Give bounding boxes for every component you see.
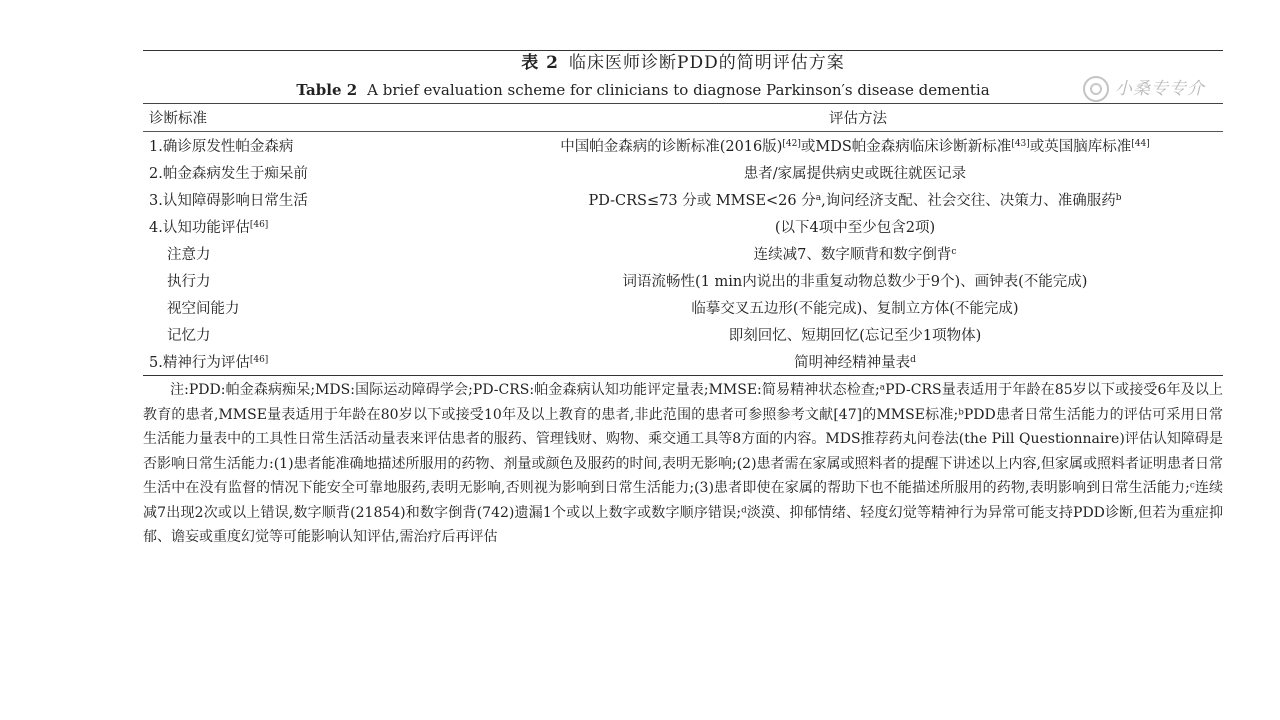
criteria-cell xyxy=(143,267,487,294)
chinese-caption-number: 表 2 xyxy=(521,53,560,73)
method-cell xyxy=(487,348,1223,375)
footnote-mark: b xyxy=(1115,193,1122,203)
method-cell xyxy=(487,159,1223,186)
criteria-cell xyxy=(143,213,487,240)
chinese-caption-text: 临床医师诊断PDD的简明评估方案 xyxy=(569,53,845,73)
criteria-cell xyxy=(143,294,487,321)
method-cell xyxy=(487,132,1223,160)
method-text: 词语流畅性(1 min内说出的非重复动物总数少于9个)、画钟表(不能完成) xyxy=(622,274,1088,290)
footnote-mark: c xyxy=(951,247,957,257)
criteria-text: 4.认知功能评估 xyxy=(149,220,250,236)
criteria-text: 视空间能力 xyxy=(167,301,240,317)
english-caption xyxy=(143,79,1223,101)
method-cell xyxy=(487,294,1223,321)
method-text: 或英国脑库标准 xyxy=(1029,139,1132,155)
table-row xyxy=(143,132,1223,160)
table-row xyxy=(143,321,1223,348)
method-text: 简明神经精神量表 xyxy=(794,355,911,371)
method-cell xyxy=(487,267,1223,294)
method-text: PD-CRS≤73 分或 MMSE<26 分 xyxy=(588,193,816,209)
english-caption-text: A brief evaluation scheme for clinicians to diagnose Parkinson′s disease dementia xyxy=(367,81,990,99)
header-criteria: 诊断标准 xyxy=(143,104,487,132)
watermark-logo-icon xyxy=(1083,76,1109,102)
table-row xyxy=(143,213,1223,240)
criteria-text: 3.认知障碍影响日常生活 xyxy=(149,193,308,209)
chinese-caption xyxy=(143,52,1223,74)
table-row xyxy=(143,159,1223,186)
english-caption-number: Table 2 xyxy=(296,81,358,99)
criteria-text: 执行力 xyxy=(167,274,211,290)
citation: [44] xyxy=(1131,139,1150,149)
citation: [46] xyxy=(249,355,269,365)
criteria-text: 注意力 xyxy=(167,247,211,263)
header-method: 评估方法 xyxy=(487,104,1223,132)
watermark xyxy=(1083,76,1205,102)
table-row xyxy=(143,267,1223,294)
method-cell xyxy=(487,240,1223,267)
table-row xyxy=(143,348,1223,375)
criteria-text: 5.精神行为评估 xyxy=(149,355,250,371)
citation: [43] xyxy=(1011,139,1030,149)
footnote-mark: d xyxy=(910,355,916,365)
method-text: (以下4项中至少包含2项) xyxy=(774,220,936,236)
method-cell xyxy=(487,321,1223,348)
criteria-cell xyxy=(143,132,487,160)
method-text: 连续减7、数字顺背和数字倒背 xyxy=(753,247,952,263)
watermark-text: 小桑专专介 xyxy=(1115,79,1205,99)
criteria-cell xyxy=(143,159,487,186)
table-row xyxy=(143,294,1223,321)
citation: [42] xyxy=(782,139,801,149)
criteria-cell xyxy=(143,186,487,213)
table-header-row xyxy=(143,104,1223,132)
method-text: 临摹交叉五边形(不能完成)、复制立方体(不能完成) xyxy=(691,301,1019,317)
method-text: 患者/家属提供病史或既往就医记录 xyxy=(743,166,967,182)
criteria-cell xyxy=(143,240,487,267)
method-text: ,询问经济支配、社会交往、决策力、准确服药 xyxy=(821,193,1116,209)
method-cell xyxy=(487,213,1223,240)
method-cell xyxy=(487,186,1223,213)
table-row xyxy=(143,186,1223,213)
citation: [46] xyxy=(249,220,269,230)
evaluation-table xyxy=(143,104,1223,375)
bottom-rule xyxy=(143,375,1223,376)
method-text: 即刻回忆、短期回忆(忘记至少1项物体) xyxy=(728,328,982,344)
table-row xyxy=(143,240,1223,267)
table-note: 注:PDD:帕金森病痴呆;MDS:国际运动障碍学会;PD-CRS:帕金森病认知功能评定量表;MMSE:简易精神状态检查;ᵃPD-CRS量表适用于年龄在85岁以下或接受6年及以上教育的患者,MMSE量表适用于年龄在80岁以下或接受10年及以上教育的患者,非此范围的患者可参照参考文献[47]的MMSE标准;ᵇPDD患者日常生活能力的评估可采用日常生活能力量表中的工具性日常生活活动量表来评估患者的服药、管理钱财、购物、乘交通工具等8方面的内容。MDS推荐药丸问卷法(the Pill Questionnaire)评估认知障碍是否影响日常生活能力:(1)患者能准确地描述所服用的药物、剂量或颜色及服药的时间,表明无影响;(2)患者需在家属或照料者的提醒下讲述以上内容,但家属或照料者证明患者日常生活中在没有监督的情况下能安全可靠地服药,表明无影响,否则视为影响到日常生活能力;(3)患者即使在家属的帮助下也不能描述所服用的药物,表明影响到日常生活能力;ᶜ连续减7出现2次或以上错误,数字顺背(21854)和数字倒背(742)遗漏1个或以上数字或数字顺序错误;ᵈ淡漠、抑郁情绪、轻度幻觉等精神行为异常可能支持PDD诊断,但若为重症抑郁、谵妄或重度幻觉等可能影响认知评估,需治疗后再评估 xyxy=(143,382,1223,545)
footnote-mark: a xyxy=(815,193,822,203)
criteria-text: 1.确诊原发性帕金森病 xyxy=(149,139,294,155)
method-text: 或MDS帕金森病临床诊断新标准 xyxy=(800,139,1012,155)
table-figure xyxy=(143,50,1223,550)
method-text: 中国帕金森病的诊断标准(2016版) xyxy=(560,139,783,155)
top-rule xyxy=(143,50,1223,51)
criteria-cell xyxy=(143,321,487,348)
criteria-text: 2.帕金森病发生于痴呆前 xyxy=(149,166,308,182)
criteria-text: 记忆力 xyxy=(167,328,211,344)
criteria-cell xyxy=(143,348,487,375)
